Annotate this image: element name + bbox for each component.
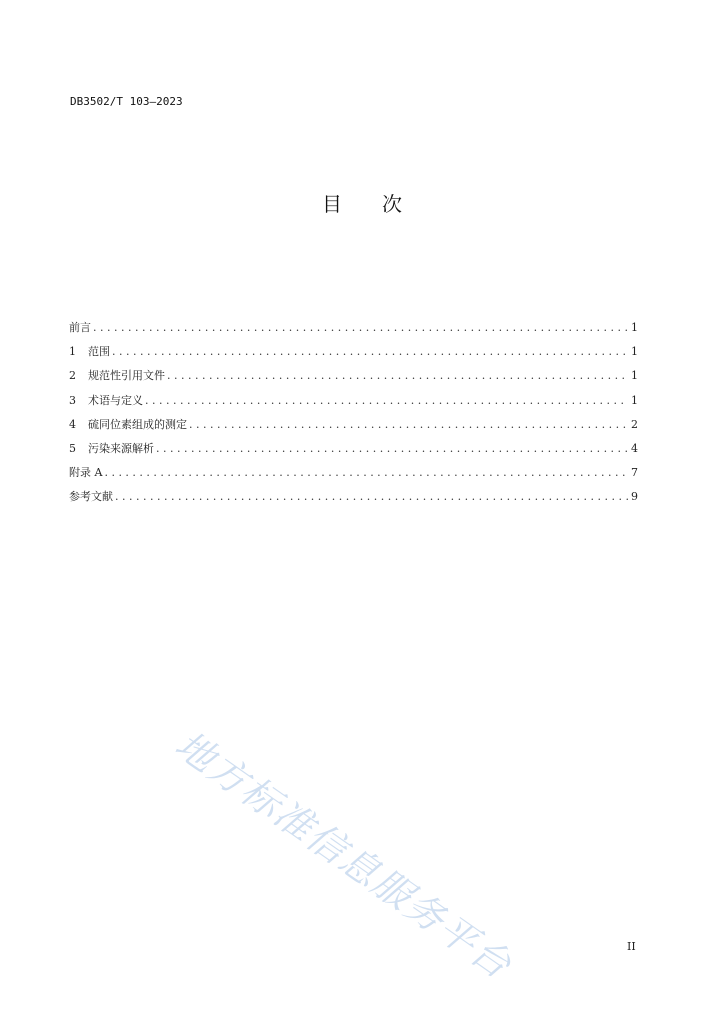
toc-leader-dots [93,321,628,334]
toc-entry-page: 1 [631,393,638,407]
toc-leader-dots [189,418,628,431]
toc-leader-dots [167,369,628,382]
toc-entry-label: 范围 [88,345,110,359]
toc-entry-page: 2 [631,417,638,431]
toc-entry-page: 9 [631,490,638,504]
toc-title-char-2: 次 [382,192,402,216]
toc-entry-number: 3 [69,393,76,407]
toc-entry-bibliography[interactable] [69,488,638,512]
toc-leader-dots [112,345,628,358]
toc-title [0,188,724,217]
toc-list [69,319,638,513]
watermark: 地方标准信息服务平台 [167,722,521,988]
document-code: DB3502/T 103—2023 [70,95,183,108]
toc-entry-page: 1 [631,345,638,359]
toc-entry-label: 前言 [69,321,91,334]
toc-entry-label: 硫同位素组成的测定 [88,417,187,431]
toc-title-char-1: 目 [322,192,342,216]
toc-entry-number: 1 [69,345,76,359]
toc-entry-page: 7 [631,466,638,480]
toc-leader-dots [104,466,628,479]
toc-entry-number: 5 [69,441,76,455]
toc-entry-page: 4 [631,441,638,455]
toc-entry-pollution-source[interactable] [69,440,638,464]
toc-entry-foreword[interactable] [69,319,638,343]
toc-entry-label: 术语与定义 [88,393,143,407]
toc-entry-normative-references[interactable] [69,367,638,391]
toc-leader-dots [156,442,628,455]
toc-leader-dots [115,490,628,503]
toc-entry-page: 1 [631,369,638,383]
toc-entry-page: 1 [631,321,638,334]
toc-entry-number: 4 [69,417,76,431]
page-number: II [627,940,636,953]
toc-entry-scope[interactable] [69,343,638,367]
toc-entry-label: 附录 A [69,466,103,480]
toc-leader-dots [145,394,628,407]
toc-entry-sulfur-isotope[interactable] [69,416,638,440]
toc-entry-appendix-a[interactable] [69,464,638,488]
toc-entry-label: 规范性引用文件 [88,369,165,383]
toc-entry-label: 污染来源解析 [88,441,154,455]
toc-entry-label: 参考文献 [69,490,113,504]
toc-entry-terms-definitions[interactable] [69,392,638,416]
toc-entry-number: 2 [69,369,76,383]
